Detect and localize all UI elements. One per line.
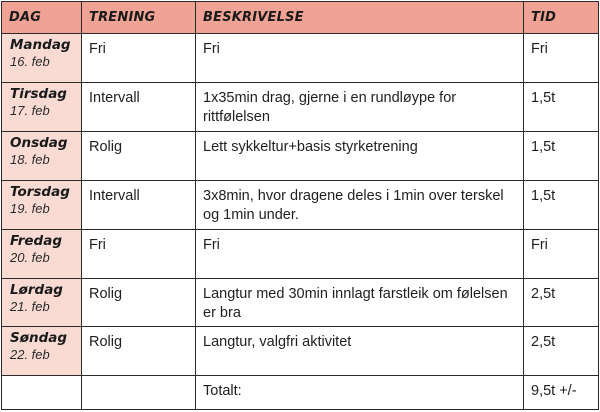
tid-cell: Fri [524,34,599,83]
total-empty-cell [2,376,82,410]
day-date: 17. feb [10,102,50,118]
day-cell [2,327,82,376]
trening-cell: Fri [82,229,196,278]
day-date: 19. feb [10,200,50,216]
day-name: Onsdag [10,134,68,151]
header-dag: DAG [2,2,82,34]
total-empty-cell [82,376,196,410]
day-cell [2,82,82,131]
beskrivelse-cell: 3x8min, hvor dragene deles i 1min over terskel og 1min under. [196,180,524,229]
beskrivelse-cell: Langtur, valgfri aktivitet [196,327,524,376]
beskrivelse-cell: Langtur med 30min innlagt farstleik om følelsen er bra [196,278,524,327]
header-tid: TID [524,2,599,34]
tid-cell: Fri [524,229,599,278]
table-header-row [2,2,599,34]
training-schedule-table [1,1,599,410]
header-trening: TRENING [82,2,196,34]
day-name: Torsdag [10,183,70,200]
table-row [2,180,599,229]
table-row [2,229,599,278]
day-date: 21. feb [10,298,50,314]
beskrivelse-cell: Lett sykkeltur+basis styrketrening [196,131,524,180]
day-date: 18. feb [10,151,50,167]
trening-cell: Intervall [82,180,196,229]
total-row [2,376,599,410]
trening-cell: Fri [82,34,196,83]
day-date: 20. feb [10,249,50,265]
beskrivelse-cell: 1x35min drag, gjerne i en rundløype for rittfølelsen [196,82,524,131]
day-name: Mandag [10,37,71,53]
day-cell [2,278,82,327]
day-name: Tirsdag [10,85,67,102]
table-row [2,82,599,131]
trening-cell: Rolig [82,131,196,180]
table-row [2,278,599,327]
day-name: Søndag [10,330,68,347]
day-name: Fredag [10,232,62,249]
total-value: 9,5t +/- [524,376,599,410]
day-cell [2,180,82,229]
beskrivelse-cell: Fri [196,229,524,278]
total-label: Totalt: [196,376,524,410]
day-name: Lørdag [10,281,63,298]
tid-cell: 1,5t [524,180,599,229]
tid-cell: 2,5t [524,278,599,327]
day-cell [2,131,82,180]
day-date: 22. feb [10,347,50,363]
tid-cell: 1,5t [524,131,599,180]
day-cell [2,34,82,83]
header-beskrivelse: BESKRIVELSE [196,2,524,34]
trening-cell: Intervall [82,82,196,131]
trening-cell: Rolig [82,327,196,376]
tid-cell: 1,5t [524,82,599,131]
tid-cell: 2,5t [524,327,599,376]
trening-cell: Rolig [82,278,196,327]
table-row [2,131,599,180]
day-date: 16. feb [10,54,50,69]
beskrivelse-cell: Fri [196,34,524,83]
table-row [2,34,599,83]
day-cell [2,229,82,278]
table-row [2,327,599,376]
